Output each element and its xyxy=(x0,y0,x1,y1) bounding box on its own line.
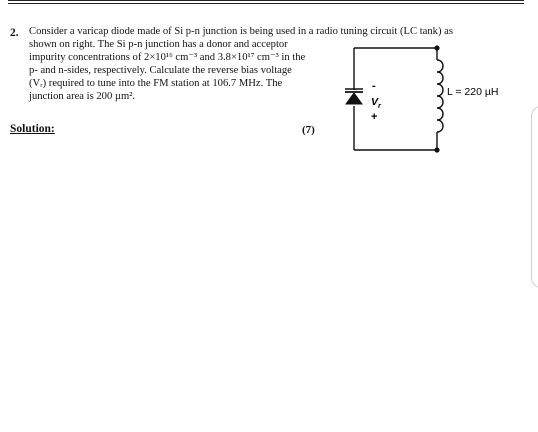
junction-dot-bottom xyxy=(434,147,439,152)
question-text xyxy=(29,26,453,103)
side-panel-edge xyxy=(531,106,538,288)
inductor-label: L = 220 µH xyxy=(447,86,499,98)
voltage-label: V xyxy=(371,96,379,108)
question-marks: (7) xyxy=(302,124,315,136)
question-line-1: Consider a varicap diode made of Si p-n junction is being used in a radio tuning circuit (LC tank) as xyxy=(29,26,453,37)
question-line-4: p- and n-sides, respectively. Calculate the reverse bias voltage xyxy=(29,64,292,76)
varicap-diode-symbol xyxy=(345,89,363,104)
question-line-2: shown on right. The Si p-n junction has a donor and acceptor xyxy=(29,38,288,50)
lc-tank-circuit-diagram xyxy=(334,38,524,156)
inductor-coil xyxy=(437,60,443,132)
question-line-6: junction area is 200 µm². xyxy=(29,90,136,102)
diode-triangle xyxy=(346,93,362,104)
voltage-subscript: r xyxy=(378,101,381,110)
question-number: 2. xyxy=(10,27,19,39)
top-rule xyxy=(8,0,524,4)
solution-heading: Solution: xyxy=(10,123,55,135)
plus-sign: + xyxy=(371,111,378,123)
question-line-3: impurity concentrations of 2×10¹⁶ cm⁻³ and 3.8×10¹⁷ cm⁻³ in the xyxy=(29,51,306,63)
minus-sign: - xyxy=(372,80,376,92)
junction-dot-top xyxy=(434,45,439,50)
question-line-5: (Vᵣ) required to tune into the FM station at 106.7 MHz. The xyxy=(29,77,283,89)
